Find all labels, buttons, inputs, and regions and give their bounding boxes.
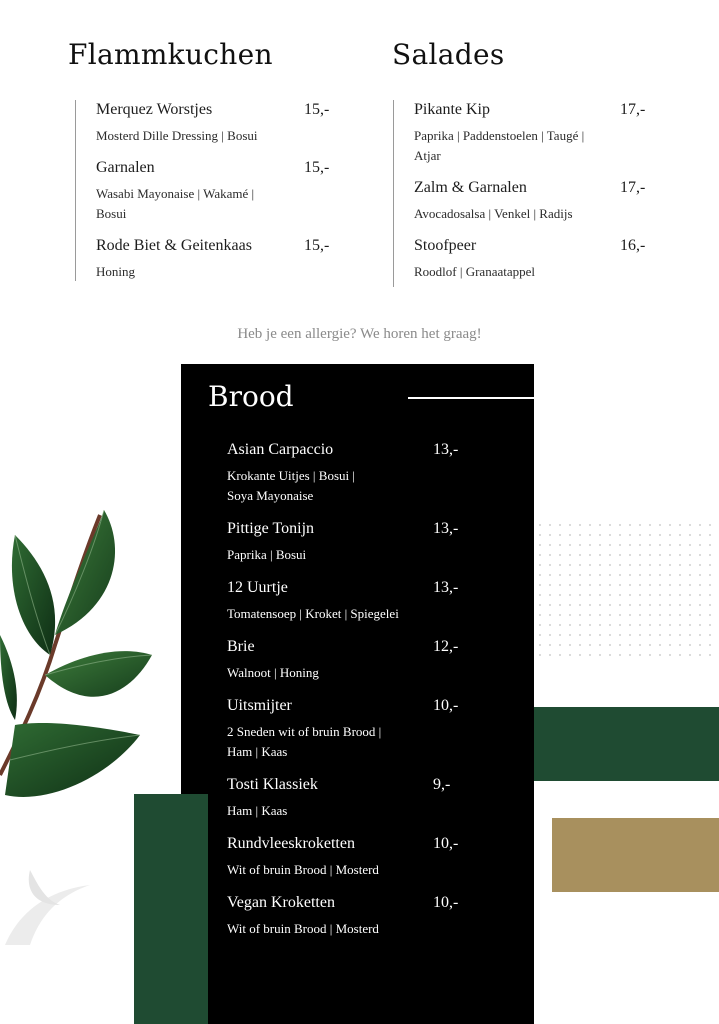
item-name: Asian Carpaccio — [227, 441, 334, 458]
flammkuchen-list — [75, 100, 356, 281]
item-price: 16,- — [620, 237, 646, 254]
item-name: Zalm & Garnalen — [414, 179, 527, 196]
dot-pattern — [535, 520, 719, 660]
plant-leaf-icon — [0, 505, 160, 815]
item-description: Ham | Kaas — [227, 803, 288, 818]
menu-item — [414, 178, 674, 224]
item-price: 9,- — [433, 776, 451, 793]
salades-title: Salades — [392, 38, 505, 71]
item-price: 15,- — [304, 237, 330, 254]
item-price: 10,- — [433, 894, 459, 911]
menu-item — [227, 696, 467, 762]
item-price: 17,- — [620, 101, 646, 118]
item-price: 10,- — [433, 835, 459, 852]
allergy-note: Heb je een allergie? We horen het graag! — [237, 326, 482, 342]
item-price: 15,- — [304, 101, 330, 118]
item-name: Stoofpeer — [414, 237, 477, 254]
item-description: Paprika | Paddenstoelen | Taugé | Atjar — [414, 128, 585, 163]
green-accent-block-left — [134, 794, 208, 1024]
menu-item — [96, 236, 356, 282]
item-name: Vegan Kroketten — [227, 894, 335, 911]
item-price: 13,- — [433, 579, 459, 596]
item-price: 15,- — [304, 159, 330, 176]
item-price: 13,- — [433, 520, 459, 537]
brood-list — [227, 440, 467, 952]
item-description: Tomatensoep | Kroket | Spiegelei — [227, 606, 399, 621]
flammkuchen-title: Flammkuchen — [68, 38, 273, 71]
item-price: 12,- — [433, 638, 459, 655]
item-description: Honing — [96, 264, 135, 279]
item-description: Paprika | Bosui — [227, 547, 307, 562]
salades-list — [393, 100, 674, 287]
item-name: Tosti Klassiek — [227, 776, 318, 793]
title-divider — [408, 397, 534, 399]
item-price: 17,- — [620, 179, 646, 196]
menu-item — [227, 440, 467, 506]
item-description: Avocadosalsa | Venkel | Radijs — [414, 206, 573, 221]
item-name: Uitsmijter — [227, 697, 292, 714]
menu-item — [96, 158, 356, 224]
item-name: Rundvleeskroketten — [227, 835, 355, 852]
menu-item — [96, 100, 356, 146]
item-description: Krokante Uitjes | Bosui | Soya Mayonaise — [227, 468, 355, 503]
menu-item — [414, 236, 674, 282]
menu-item — [227, 578, 467, 624]
item-name: Pikante Kip — [414, 101, 490, 118]
menu-item — [227, 519, 467, 565]
item-name: 12 Uurtje — [227, 579, 288, 596]
item-description: Wit of bruin Brood | Mosterd — [227, 921, 379, 936]
swirl-decoration-icon — [0, 860, 110, 950]
item-description: Mosterd Dille Dressing | Bosui — [96, 128, 258, 143]
menu-item — [414, 100, 674, 166]
item-description: 2 Sneden wit of bruin Brood | Ham | Kaas — [227, 724, 382, 759]
gold-accent-block — [552, 818, 719, 892]
item-name: Pittige Tonijn — [227, 520, 315, 537]
menu-item — [227, 637, 467, 683]
item-description: Wit of bruin Brood | Mosterd — [227, 862, 379, 877]
item-name: Merquez Worstjes — [96, 101, 213, 118]
brood-title: Brood — [208, 380, 294, 413]
item-description: Roodlof | Granaatappel — [414, 264, 536, 279]
item-price: 13,- — [433, 441, 459, 458]
item-name: Brie — [227, 638, 255, 655]
item-description: Wasabi Mayonaise | Wakamé | Bosui — [96, 186, 255, 221]
item-description: Walnoot | Honing — [227, 665, 319, 680]
item-name: Garnalen — [96, 159, 155, 176]
menu-item — [227, 775, 467, 821]
menu-item — [227, 834, 467, 880]
item-price: 10,- — [433, 697, 459, 714]
item-name: Rode Biet & Geitenkaas — [96, 237, 252, 254]
menu-item — [227, 893, 467, 939]
